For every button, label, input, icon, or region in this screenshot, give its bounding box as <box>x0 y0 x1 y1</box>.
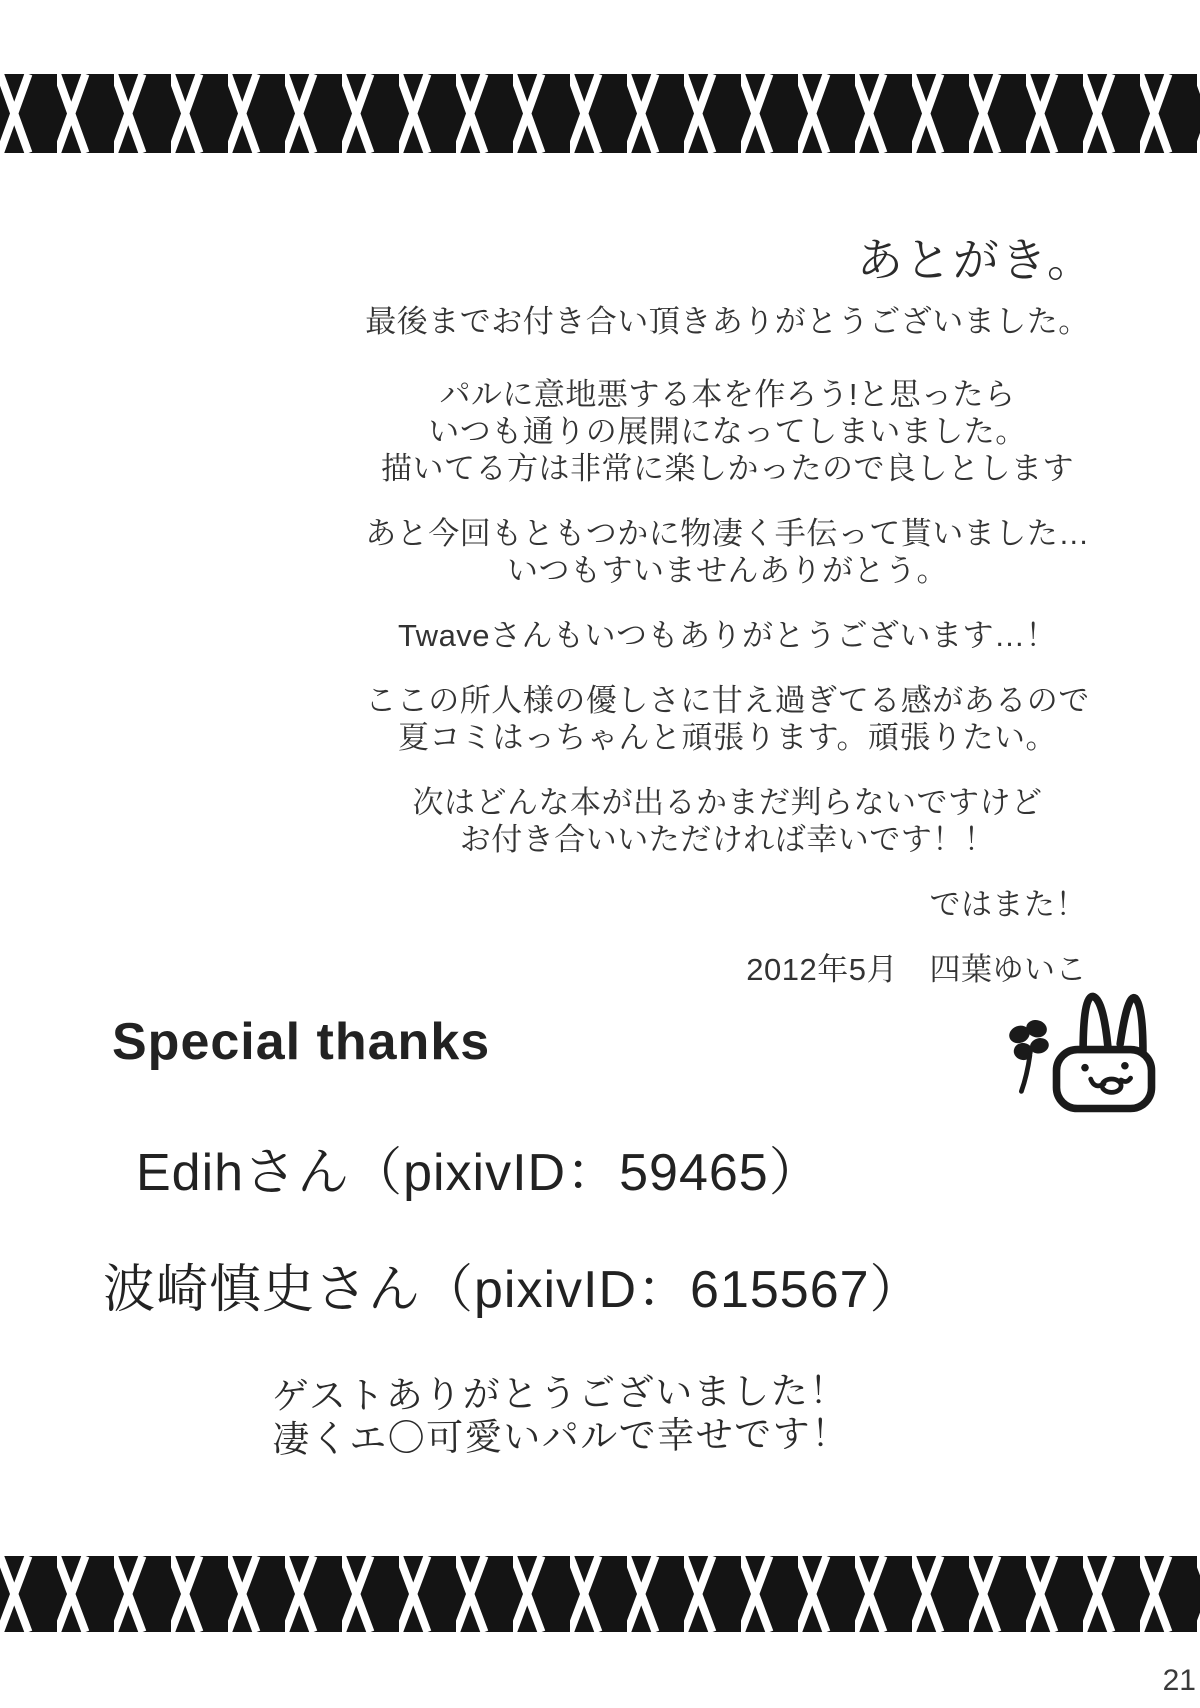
afterword-line: お付き合いいただければ幸いです！！ <box>459 822 996 857</box>
afterword-body <box>360 303 1095 988</box>
flower-doodle-icon <box>1007 1018 1051 1092</box>
afterword-line: 夏コミはっちゃんと頑張ります。頑張りたい。 <box>397 720 1058 755</box>
afterword-line: あと今回もともつかに物凄く手伝って貰いました… <box>365 516 1090 551</box>
afterword-paragraph <box>360 515 1095 589</box>
afterword-paragraph <box>360 376 1095 487</box>
credit-entry: 波崎慎史さん（pixivID：615567） <box>103 1261 923 1319</box>
signoff-text: ではまた！ <box>929 887 1087 922</box>
bottom-border-band <box>0 1556 1200 1632</box>
page-number: 21 <box>1162 1664 1196 1697</box>
afterword-line: パルに意地悪する本を作ろう!と思ったら <box>439 377 1016 412</box>
afterword-line: ここの所人様の優しさに甘え過ぎてる感があるので <box>365 683 1090 718</box>
afterword-paragraph <box>360 784 1095 858</box>
guest-note <box>272 1369 850 1461</box>
diamond-lattice-pattern <box>0 1556 1200 1632</box>
afterword-paragraph <box>360 682 1095 756</box>
afterword-line: 描いてる方は非常に楽しかったので良しとします <box>381 451 1074 486</box>
diamond-lattice-pattern <box>0 74 1200 153</box>
special-thanks-heading: Special thanks <box>112 1013 491 1071</box>
afterword-paragraph <box>360 617 1095 654</box>
date-author-line: 2012年5月 四葉ゆいこ <box>746 952 1087 987</box>
credit-entry: Edihさん（pixivID：59465） <box>136 1144 822 1202</box>
rabbit-doodle-icon <box>1057 996 1152 1108</box>
afterword-paragraph <box>360 303 1095 340</box>
guest-note-line: 凄くエ〇可愛いパルで幸せです！ <box>272 1412 850 1461</box>
doodle-group <box>985 985 1185 1175</box>
afterword-line: Twaveさんもいつもありがとうございます…！ <box>397 618 1058 653</box>
afterword-line: いつも通りの展開になってしまいました。 <box>428 414 1027 449</box>
afterword-line: 最後までお付き合い頂きありがとうございました。 <box>365 304 1090 339</box>
afterword-title: あとがき。 <box>856 234 1095 286</box>
afterword-line: 次はどんな本が出るかまだ判らないですけど <box>412 785 1043 820</box>
guest-note-line: ゲストありがとうございました！ <box>271 1369 849 1418</box>
top-border-band <box>0 74 1200 153</box>
afterword-line: いつもすいませんありがとう。 <box>507 553 948 588</box>
